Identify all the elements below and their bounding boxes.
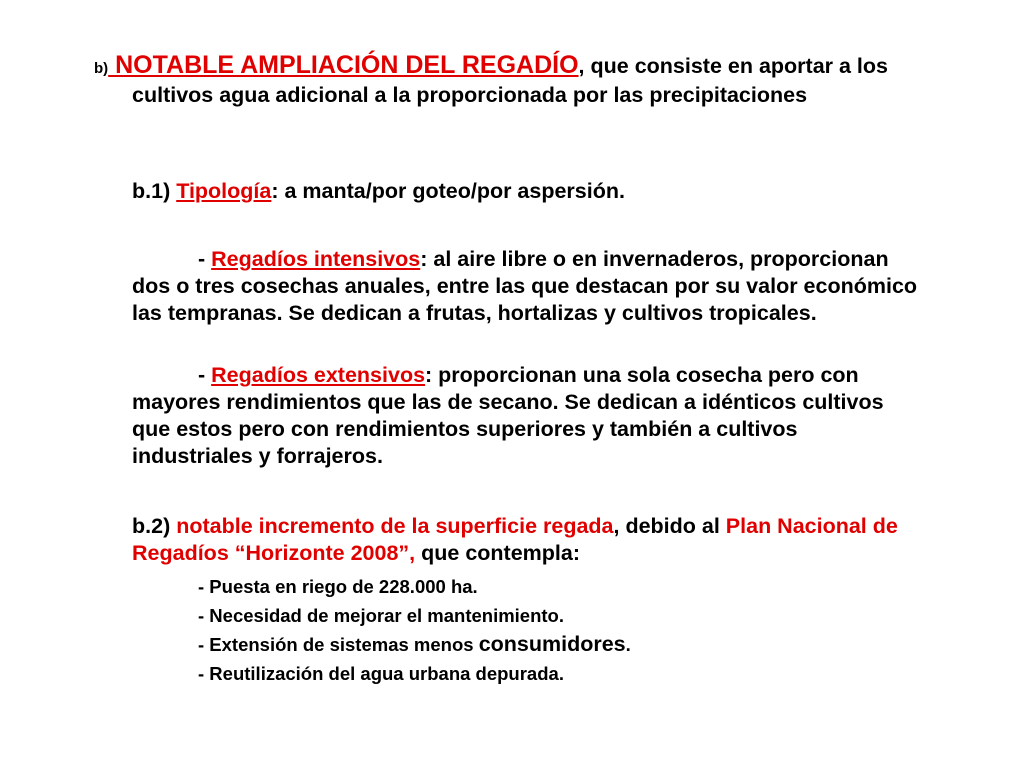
b2-prefix: b.2) (132, 514, 177, 538)
plan-list (198, 572, 918, 688)
list-item: - Extensión de sistemas menos consumidores. (198, 632, 631, 656)
paragraph-intensivos (132, 246, 922, 327)
extensivos-text: : proporcionan una sola cosecha pero con mayores rendimientos que las de secano. Se dedican a idénticos cultivos que estos pero con rendimientos superiores y también a cultivos industriales y forrajeros. (132, 363, 884, 468)
list-item: - Necesidad de mejorar el mantenimiento. (198, 605, 564, 626)
b1-prefix: b.1) (132, 179, 177, 203)
b2-text: que contempla: (415, 541, 581, 565)
consumidores-word: consumidores (478, 632, 626, 656)
regadio-heading: NOTABLE AMPLIACIÓN DEL REGADÍO (108, 51, 579, 79)
paragraph-b-text: , que consiste en aportar a los cultivos agua adicional a la proporcionada por las precipitaciones (132, 54, 888, 107)
paragraph-b (94, 52, 942, 109)
paragraph-b2 (132, 513, 922, 567)
list-item: - Reutilización del agua urbana depurada. (198, 663, 564, 684)
b2-term-plan: Plan Nacional de Regadíos “Horizonte 2008”, (132, 514, 898, 565)
paragraph-extensivos (132, 362, 922, 470)
b1-term-tipologia: Tipología (176, 179, 272, 203)
intensivos-dash: - (198, 247, 212, 271)
b2-term-incremento: notable incremento de la superficie regada (176, 514, 614, 538)
paragraph-b-prefix: b) (94, 60, 109, 77)
paragraph-b1 (132, 178, 922, 205)
extensivos-term: Regadíos extensivos (211, 363, 426, 387)
b2-mid: , debido al (613, 514, 726, 538)
intensivos-term: Regadíos intensivos (211, 247, 421, 271)
b1-text: : a manta/por goteo/por aspersión. (271, 179, 625, 203)
intensivos-text: : al aire libre o en invernaderos, proporcionan dos o tres cosechas anuales, entre las que destacan por su valor económico las tempranas. Se dedican a frutas, hortalizas y cultivos tropicales. (132, 247, 918, 325)
extensivos-dash: - (198, 363, 212, 387)
list-item: - Puesta en riego de 228.000 ha. (198, 576, 478, 597)
